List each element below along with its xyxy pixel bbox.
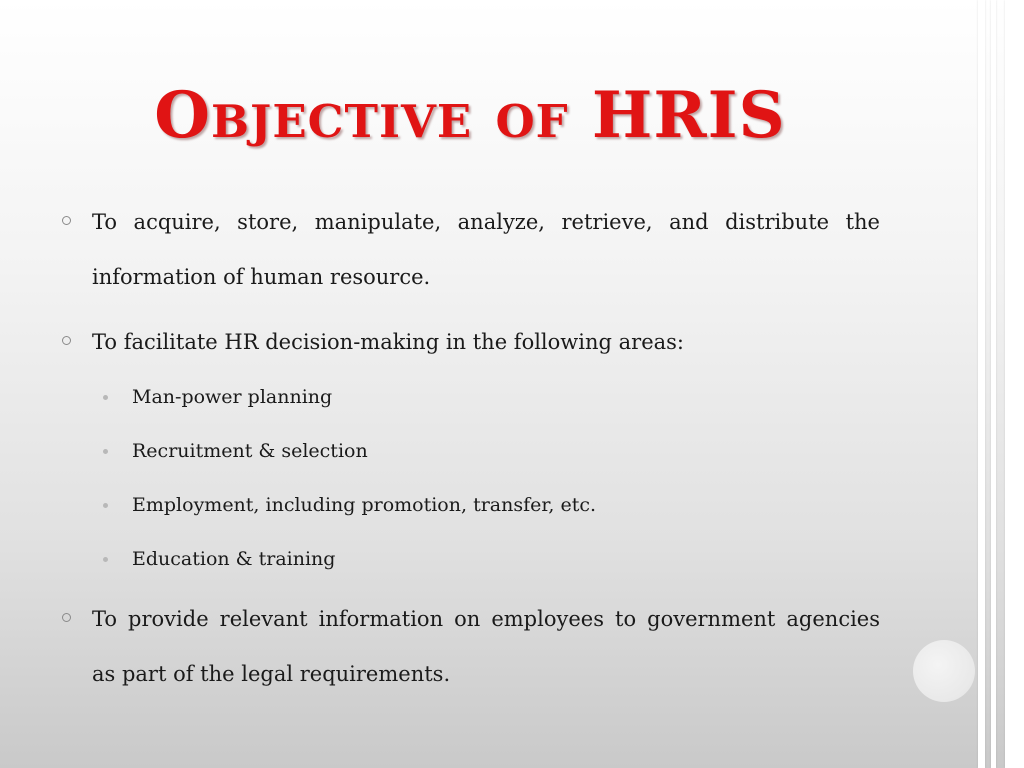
sub-bullet-text: Man-power planning xyxy=(132,386,333,408)
decorative-stripe xyxy=(1005,0,1024,768)
bullet-text-line: information of human resource. xyxy=(92,265,431,289)
decorative-stripe xyxy=(991,0,996,768)
bullet-text-line: as part of the legal requirements. xyxy=(92,662,451,686)
bullet-text-line: To provide relevant information on employees to government agencies xyxy=(92,607,880,631)
hollow-circle-icon xyxy=(62,216,71,225)
sub-bullet-text: Education & training xyxy=(132,548,336,570)
sub-bullet-item xyxy=(60,424,880,478)
sub-bullet-item xyxy=(60,532,880,586)
dot-icon xyxy=(103,395,108,400)
hollow-circle-icon xyxy=(62,336,71,345)
slide-title: Objective of HRIS xyxy=(154,78,786,153)
slide-content xyxy=(60,195,880,712)
bullet-text-line: To facilitate HR decision-making in the following areas: xyxy=(92,330,684,354)
decorative-circle xyxy=(913,640,975,702)
bullet-acquire-information xyxy=(60,195,880,305)
bullet-text-line: To acquire, store, manipulate, analyze, retrieve, and distribute the xyxy=(92,210,880,234)
sub-bullet-item xyxy=(60,478,880,532)
sub-bullet-list xyxy=(60,370,880,586)
bullet-facilitate-decisions xyxy=(60,315,880,370)
sub-bullet-item xyxy=(60,370,880,424)
dot-icon xyxy=(103,449,108,454)
hollow-circle-icon xyxy=(62,613,71,622)
dot-icon xyxy=(103,503,108,508)
decorative-stripe xyxy=(978,0,985,768)
dot-icon xyxy=(103,557,108,562)
sub-bullet-text: Employment, including promotion, transfer, etc. xyxy=(132,494,597,516)
bullet-provide-information xyxy=(60,592,880,702)
sub-bullet-text: Recruitment & selection xyxy=(132,440,368,462)
